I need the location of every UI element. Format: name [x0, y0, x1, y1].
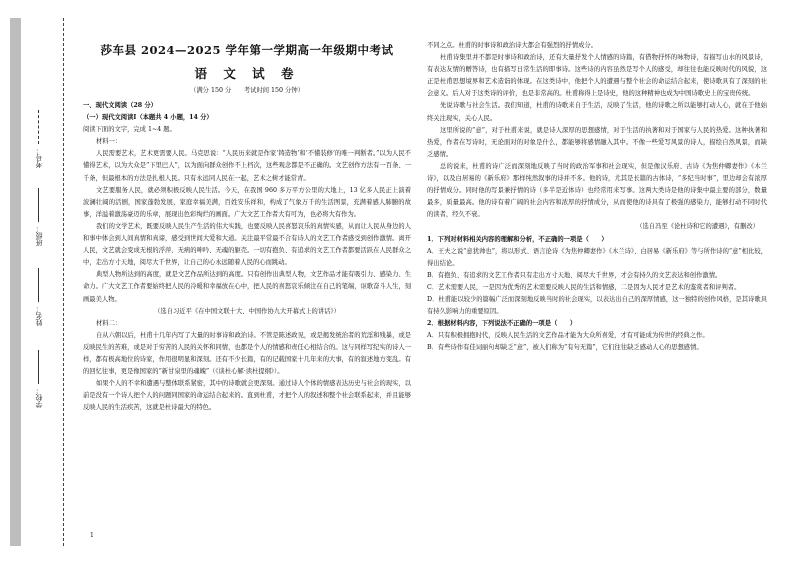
source-citation: （选自冯至《论杜诗和它的遭遇》，有删改）: [636, 223, 759, 231]
question-1: 1．下列对材料相关内容的理解和分析，不正确的一项是（ ）: [427, 235, 608, 243]
class-field: 班级：: [34, 188, 44, 246]
option-a: A．王夫之说“意犹帅也”，将以形式、语言论诗《为焦仲卿妻作》《木兰诗》、白居易《新乐府》等与所作诗的“意”相比较，得出结论。: [427, 247, 767, 267]
exam-number-field: 考号：: [34, 110, 44, 168]
name-field: 姓名：: [34, 268, 44, 326]
question-2: 2．根据材料内容，下列说法不正确的一项是（ ）: [427, 320, 577, 328]
paragraph: 人民需要艺术，艺术更需要人民。马克思说：“人民历来就是作家‘铸造物’和‘不懂装修’的唯一判断者。”以为人民不懂得艺术，以为大众是“下里巴人”，以为面向群众创作不上档次，这些观念都是不正确的。文艺创作方法有一百条、一千条，但最根本的方法是扎根人民。只有永远同人民在一起，艺术之树才能常青。: [83, 150, 411, 182]
school-field: 学校：: [34, 350, 44, 408]
paragraph: 典型人物所达到的高度，就是文艺作品所达到的高度。只有创作出典型人物，文艺作品才能有吸引力、感染力、生命力。广大文艺工作者要始终把人民的冷暖和幸福放在心中，把人民的喜怒哀乐倾注在自己的笔端，讴歌奋斗人生，刻画最美人物。: [83, 271, 411, 303]
page-number: 1: [90, 532, 94, 539]
material-label: 材料一：: [96, 138, 122, 146]
paragraph: 不同之点。杜甫的时事诗和政治诗大都会有强烈的抒情成分。: [427, 42, 598, 49]
paragraph: 如果个人的不幸和遭遇与整体联系紧密，其中的诗歌就会更深刻。通过诗人个体的情感表达历史与社会的现实，以前是没有一个诗人把个人的问题同国家的命运结合起来的。直到杜甫，才把个人的叙述和整个社会联系起来，并且能够反映人民的生活疾苦，这就是杜诗最大的特色。: [83, 380, 411, 412]
instruction: 阅读下面的文字，完成 1~4 题。: [83, 126, 176, 134]
left-column: [83, 100, 411, 414]
right-column: [427, 40, 767, 354]
paragraph: 杜甫诗集里并不都是时事诗和政治诗，还有大量抒发个人情感的诗篇，有借物抒怀的咏物诗，有描写山水的风景诗，有表达友情的赠答诗，也有描写日常生活的即事诗。这些诗的内容虽然是写个人的感受，却往往也能反映时代的风貌，这正是杜甫思想境界和艺术造诣的体现。在这类诗中，他把个人的遭遇与整个社会的命运结合起来，使诗歌具有了深刻的社会意义。后人对于这类诗的评价，也是非常高的。杜甫称得上是诗史，他的这种精神也成为中国诗歌史上的宝贵传统。: [427, 54, 767, 98]
paragraph: 这里所说的“意”，对于杜甫来说，就是诗人深厚的思想感情，对于生活的执著和对于国家与人民的热爱。这种执著和热爱，作者在写诗时，无论面对的对象是什么，都能够将感情融入其中。不像一些爱写风景的诗人，描绘自然风景，而缺乏感情。: [427, 126, 767, 158]
section-heading: 一、现代文阅读（28 分）: [83, 102, 157, 109]
cut-line: [63, 18, 64, 546]
option-b: B．有些诗作有佳词丽句却缺乏“意”，被人们称为“有句无篇”，它们往往缺乏感动人心的思想感情。: [427, 344, 703, 352]
exam-subtitle: 语 文 试 卷: [194, 66, 300, 81]
paragraph: 总的说来，杜甫的诗广泛而深刻地反映了当时的政治军事和社会现实，但是像汉乐府、古诗《为焦仲卿妻作》《木兰诗》，以及白居易的《新乐府》那样纯然叙事的诗并不多。他的诗，尤其是长篇的古体诗，“多纪当时事”，里边却会有浓厚的抒情成分。同时他的写景兼抒情的诗（多半是近体诗）也经常用来写事。这两大类诗是他的诗集中最主要的部分，数量最多，质量最高。他的诗有着广阔的社会内容和浓厚的抒情成分，从而使他的诗具有了极强的感染力，能够打动不同时代的读者，经久不衰。: [427, 162, 767, 219]
paragraph: 自从六朝以后，杜甫十几年内写了大量的时事诗和政治诗。不管是陈述政见，或是揭发统治者的荒淫和残暴，或是反映民生的苦难，或是对于穷苦的人民的关怀和同情，也都是个人的情感和责任心相结合的。这与同样写纪实的诗人一样，都有极高地位的诗家，作用很明显和深刻。还有不少长篇，有的记载国家十几年来的大事，有的叙述地方变乱。有的回忆往事，更是像国家的“新甘泉里的魂魄”（《谈杜心解·读杜提纲》）。: [83, 331, 411, 376]
paragraph: 先说诗歌与社会生活。我们知道，杜甫的诗歌来自于生活，反映了生活，他的诗歌之所以能够打动人心，就在于他始终关注现实，关心人民。: [427, 102, 767, 122]
material-label: 材料二：: [96, 319, 122, 327]
exam-meta: （满分 150 分 考试时间 150 分钟）: [190, 87, 304, 94]
binding-margin: [0, 0, 74, 561]
subsection-heading: （一）现代文阅读Ⅰ（本题共 4 小题，14 分）: [83, 114, 213, 122]
paragraph: 文艺要服务人民，就必须积极反映人民生活。今天，在我国 960 多万平方公里的大地上，13 亿多人民正上演着波澜壮阔的活剧，国家蓬勃发展，家庭幸福美满，百姓安乐祥和，构成了气象万千的生活图景，充满着感人肺腑的故事，洋溢着激荡豪迈的乐章，展现出色彩绚烂的画面。广大文艺工作者大有可为，也必将大有作为。: [83, 186, 411, 218]
exam-title: 莎车县 2024—2025 学年第一学期高一年级期中考试: [100, 43, 394, 57]
binding-strip: [10, 18, 21, 546]
paragraph: 我们的文学艺术，既要反映人民生产生活的伟大实践，也要反映人民喜怒哀乐的真情实感，从而让人民从身边的人和事中体会到人间真情和真谛，感受到世间大爱和大道。关注最平常最不合有诗人的文艺工作者感受到创作激情。离开人民，文艺就会变成无根的浮萍、无病的呻吟、无魂的躯壳。一切有抱负、有追求的文艺工作者都要活跃在人民群众之中，走出方寸天地，阅尽大千世界，让自己的心永远随着人民的心而跳动。: [83, 222, 411, 267]
option-b: B．有抱负、有追求的文艺工作者只有走出方寸天地、阅尽大千世界，才会有持久的文艺表达和创作激情。: [427, 271, 722, 279]
source-citation: （选自习近平《在中国文联十大、中国作协九大开幕式上的讲话》）: [154, 307, 340, 315]
option-a: A．只有积极拥抱时代，反映人民生活的文艺作品才能为大众所喜爱，才有可能成为传世的经典之作。: [427, 332, 709, 340]
option-d: D．杜甫能以较少的篇幅广泛而深刻地反映当时的社会现实，以表达出自己的深厚情感，这一独特的创作风格，是其诗歌具有持久影响力的重要原因。: [427, 295, 767, 316]
option-c: C．艺术需要人民，一是因为优秀的艺术需要反映人民的生活和情感，二是因为人民才是艺术的鉴赏者和评判者。: [427, 283, 741, 291]
